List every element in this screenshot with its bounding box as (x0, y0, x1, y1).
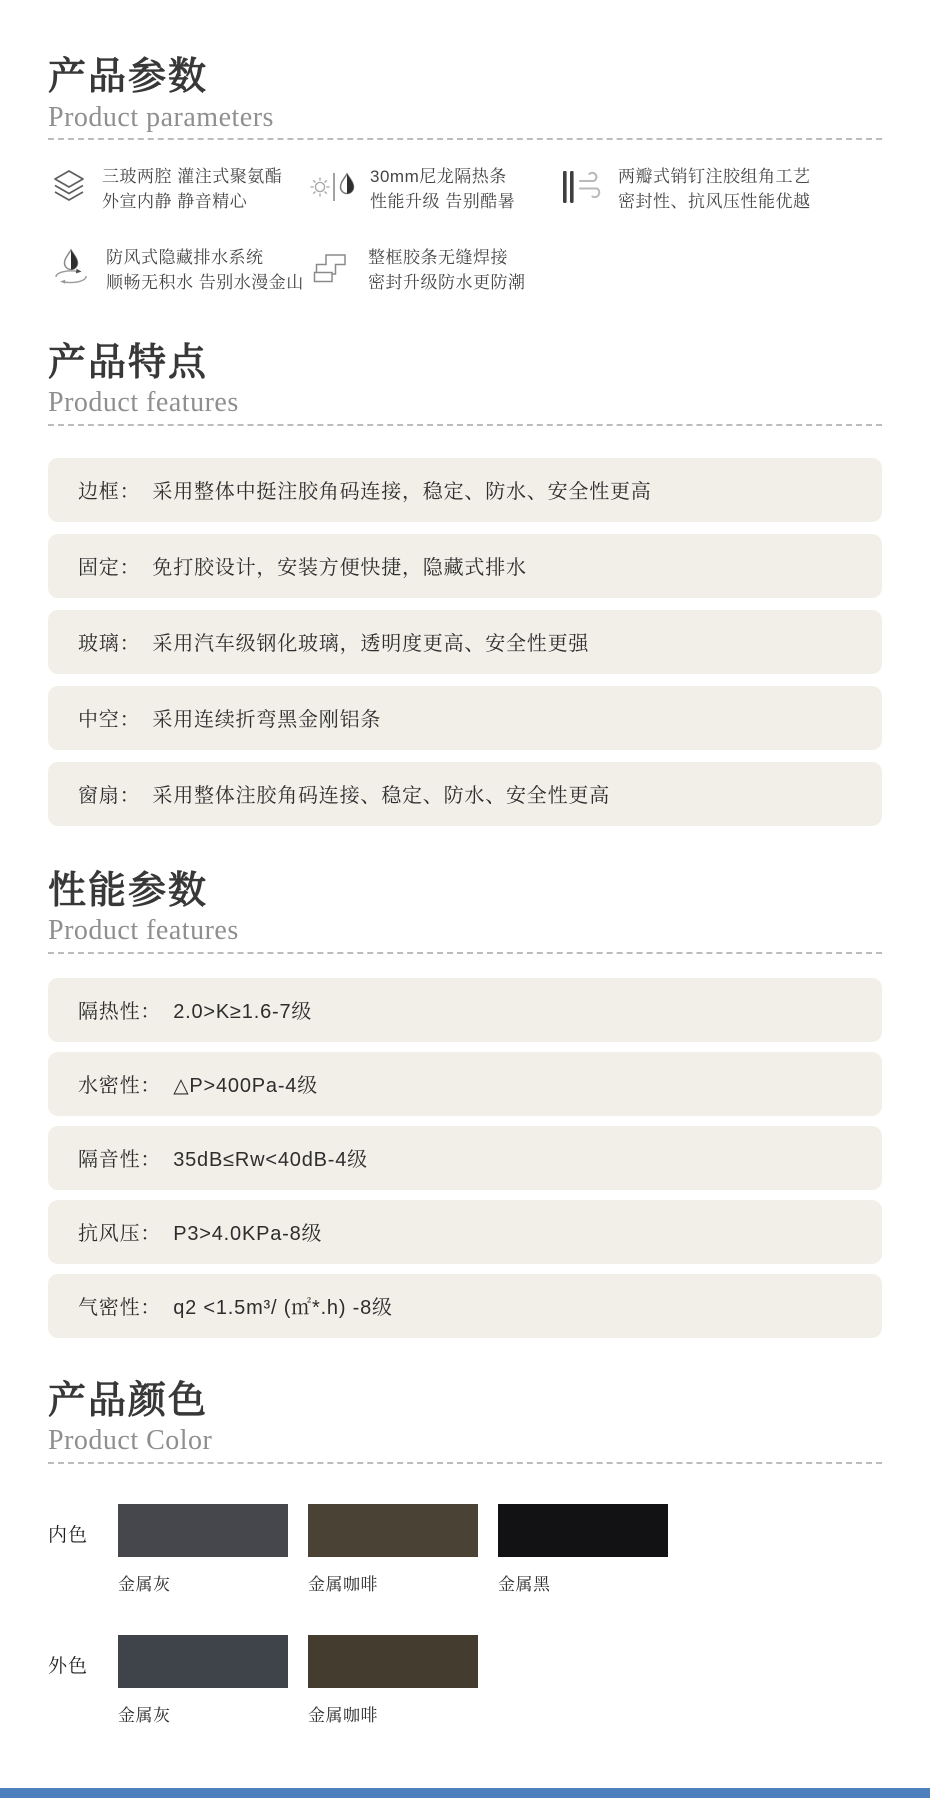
row-desc: 采用汽车级钢化玻璃，透明度更高、安全性更强 (152, 633, 590, 656)
section-parameters (48, 56, 882, 296)
features-title-zh: 产品特点 (48, 341, 209, 384)
row-label: 玻璃： (78, 633, 141, 656)
row-value: q2 <1.5m³/ (㎡*.h) -8级 (173, 1297, 393, 1320)
color-group-inner (48, 1504, 882, 1595)
row-label: 中空： (78, 709, 141, 732)
swatch-list (118, 1635, 478, 1726)
color-group-label: 外色 (48, 1655, 89, 1677)
color-swatch (118, 1635, 288, 1688)
param-line2: 顺畅无积水 告别水漫金山 (106, 273, 304, 293)
feature-row-fixing (48, 534, 882, 598)
color-group-outer (48, 1635, 882, 1726)
section-colors (48, 1380, 882, 1726)
param-text (106, 245, 304, 296)
param-item-corner-craft (558, 164, 882, 215)
swatch-cell (118, 1504, 288, 1595)
performance-title-zh: 性能参数 (48, 869, 209, 912)
color-swatch (308, 1635, 478, 1688)
row-desc: 采用整体中挺注胶角码连接，稳定、防水、安全性更高 (152, 481, 652, 504)
row-label: 隔热性： (78, 1001, 162, 1024)
parameters-title-en: Product parameters (48, 103, 882, 140)
row-desc: 免打胶设计，安装方便快捷，隐藏式排水 (152, 557, 527, 580)
layers-icon (48, 166, 90, 208)
parameters-title-zh: 产品参数 (48, 56, 209, 98)
param-text (368, 245, 526, 296)
row-value: △P>400Pa-4级 (173, 1075, 319, 1098)
param-text (102, 164, 282, 215)
param-line2: 密封升级防水更防潮 (368, 273, 526, 293)
swatch-name: 金属咖啡 (308, 1705, 378, 1725)
parameters-grid (48, 164, 882, 296)
param-text (618, 164, 811, 215)
param-line1: 整框胶条无缝焊接 (368, 247, 508, 267)
spec-row-soundproof (48, 1126, 882, 1190)
swatch-cell (498, 1504, 668, 1595)
colors-title-en: Product Color (48, 1426, 882, 1463)
param-text (370, 164, 515, 215)
feature-row-frame (48, 458, 882, 522)
spec-row-airtight (48, 1274, 882, 1338)
weld-frame-icon (310, 247, 356, 289)
row-desc: 采用整体注胶角码连接、稳定、防水、安全性更高 (152, 785, 611, 808)
feature-rows (48, 458, 882, 826)
color-swatch (498, 1504, 668, 1557)
row-label: 隔音性： (78, 1149, 162, 1172)
param-item-triple-glass (48, 164, 310, 215)
colors-title-zh: 产品颜色 (48, 1379, 209, 1422)
feature-row-glass (48, 610, 882, 674)
param-line1: 三玻两腔 灌注式聚氨酯 (102, 166, 283, 186)
row-label: 边框： (78, 481, 141, 504)
pin-wind-icon (558, 166, 606, 208)
performance-title-en: Product features (48, 916, 882, 953)
performance-rows (48, 978, 882, 1338)
row-label: 水密性： (78, 1075, 162, 1098)
bottom-accent-strip (0, 1788, 930, 1798)
param-line2: 外宣内静 静音精心 (102, 192, 248, 212)
swatch-cell (308, 1504, 478, 1595)
row-label: 窗扇： (78, 785, 141, 808)
param-item-thermal-break (310, 164, 558, 215)
row-label: 固定： (78, 557, 141, 580)
sun-droplet-icon (310, 166, 358, 208)
row-value: P3>4.0KPa-8级 (173, 1223, 323, 1246)
swatch-name: 金属黑 (498, 1574, 551, 1594)
spec-row-thermal (48, 978, 882, 1042)
color-groups (48, 1504, 882, 1726)
spec-row-watertight (48, 1052, 882, 1116)
color-group-label: 内色 (48, 1524, 89, 1546)
swatch-name: 金属咖啡 (308, 1574, 378, 1594)
feature-row-sash (48, 762, 882, 826)
param-line1: 防风式隐藏排水系统 (106, 247, 264, 267)
row-label: 抗风压： (78, 1223, 162, 1246)
param-line1: 30mm尼龙隔热条 (370, 166, 507, 186)
swatch-name: 金属灰 (118, 1705, 171, 1725)
swatch-list (118, 1504, 668, 1595)
param-line2: 性能升级 告别酷暑 (370, 192, 516, 212)
param-item-drainage (48, 245, 310, 296)
swatch-name: 金属灰 (118, 1574, 171, 1594)
swatch-cell (308, 1635, 478, 1726)
color-swatch (308, 1504, 478, 1557)
param-item-seamless-weld (310, 245, 558, 296)
spec-row-wind-pressure (48, 1200, 882, 1264)
feature-row-hollow (48, 686, 882, 750)
swatch-cell (118, 1635, 288, 1726)
row-label: 气密性： (78, 1297, 162, 1320)
param-line2: 密封性、抗风压性能优越 (618, 192, 811, 212)
drainage-cycle-icon (48, 247, 94, 289)
row-value: 35dB≤Rw<40dB-4级 (173, 1149, 368, 1172)
row-desc: 采用连续折弯黑金刚铝条 (152, 709, 382, 732)
section-features (48, 342, 882, 826)
param-line1: 两瓣式销钉注胶组角工艺 (618, 166, 811, 186)
color-swatch (118, 1504, 288, 1557)
section-performance (48, 870, 882, 1338)
features-title-en: Product features (48, 388, 882, 425)
row-value: 2.0>K≥1.6-7级 (173, 1001, 313, 1024)
